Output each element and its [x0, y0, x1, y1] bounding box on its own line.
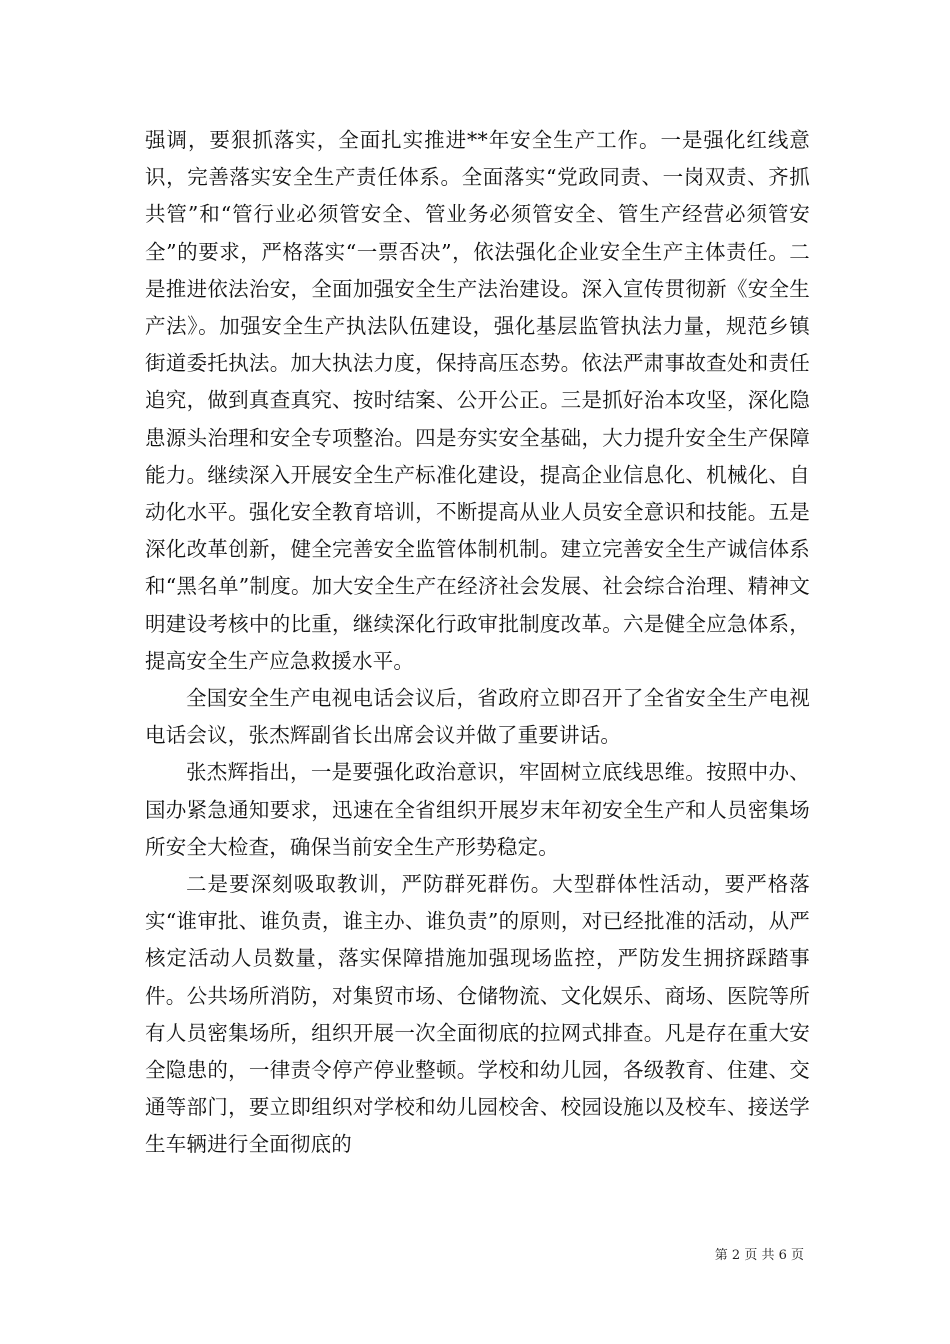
- page-number-footer: 第 2 页 共 6 页: [714, 1248, 804, 1263]
- paragraph-2: 全国安全生产电视电话会议后，省政府立即召开了全省安全生产电视电话会议，张杰辉副省长出席会议并做了重要讲话。: [145, 686, 810, 748]
- paragraph-3: 张杰辉指出，一是要强化政治意识，牢固树立底线思维。按照中办、国办紧急通知要求，迅速在全省组织开展岁末年初安全生产和人员密集场所安全大检查，确保当前安全生产形势稳定。: [145, 760, 810, 859]
- document-body: [145, 122, 810, 1164]
- paragraph-1: 强调，要狠抓落实，全面扎实推进**年安全生产工作。一是强化红线意识，完善落实安全生产责任体系。全面落实“党政同责、一岗双责、齐抓共管”和“管行业必须管安全、管业务必须管安全、管生产经营必须管安全”的要求，严格落实“一票否决”，依法强化企业安全生产主体责任。二是推进依法治安，全面加强安全生产法治建设。深入宣传贯彻新《安全生产法》。加强安全生产执法队伍建设，强化基层监管执法力量，规范乡镇街道委托执法。加大执法力度，保持高压态势。依法严肃事故查处和责任追究，做到真查真究、按时结案、公开公正。三是抓好治本攻坚，深化隐患源头治理和安全专项整治。四是夯实安全基础，大力提升安全生产保障能力。继续深入开展安全生产标准化建设，提高企业信息化、机械化、自动化水平。强化安全教育培训，不断提高从业人员安全意识和技能。五是深化改革创新，健全完善安全监管体制机制。建立完善安全生产诚信体系和“黑名单”制度。加大安全生产在经济社会发展、社会综合治理、精神文明建设考核中的比重，继续深化行政审批制度改革。六是健全应急体系，提高安全生产应急救援水平。: [145, 128, 810, 673]
- paragraph-4: 二是要深刻吸取教训，严防群死群伤。大型群体性活动，要严格落实“谁审批、谁负责，谁主办、谁负责”的原则，对已经批准的活动，从严核定活动人员数量，落实保障措施加强现场监控，严防发生拥挤踩踏事件。公共场所消防，对集贸市场、仓储物流、文化娱乐、商场、医院等所有人员密集场所，组织开展一次全面彻底的拉网式排查。凡是存在重大安全隐患的，一律责令停产停业整顿。学校和幼儿园，各级教育、住建、交通等部门，要立即组织对学校和幼儿园校舍、校园设施以及校车、接送学生车辆进行全面彻底的: [145, 872, 810, 1157]
